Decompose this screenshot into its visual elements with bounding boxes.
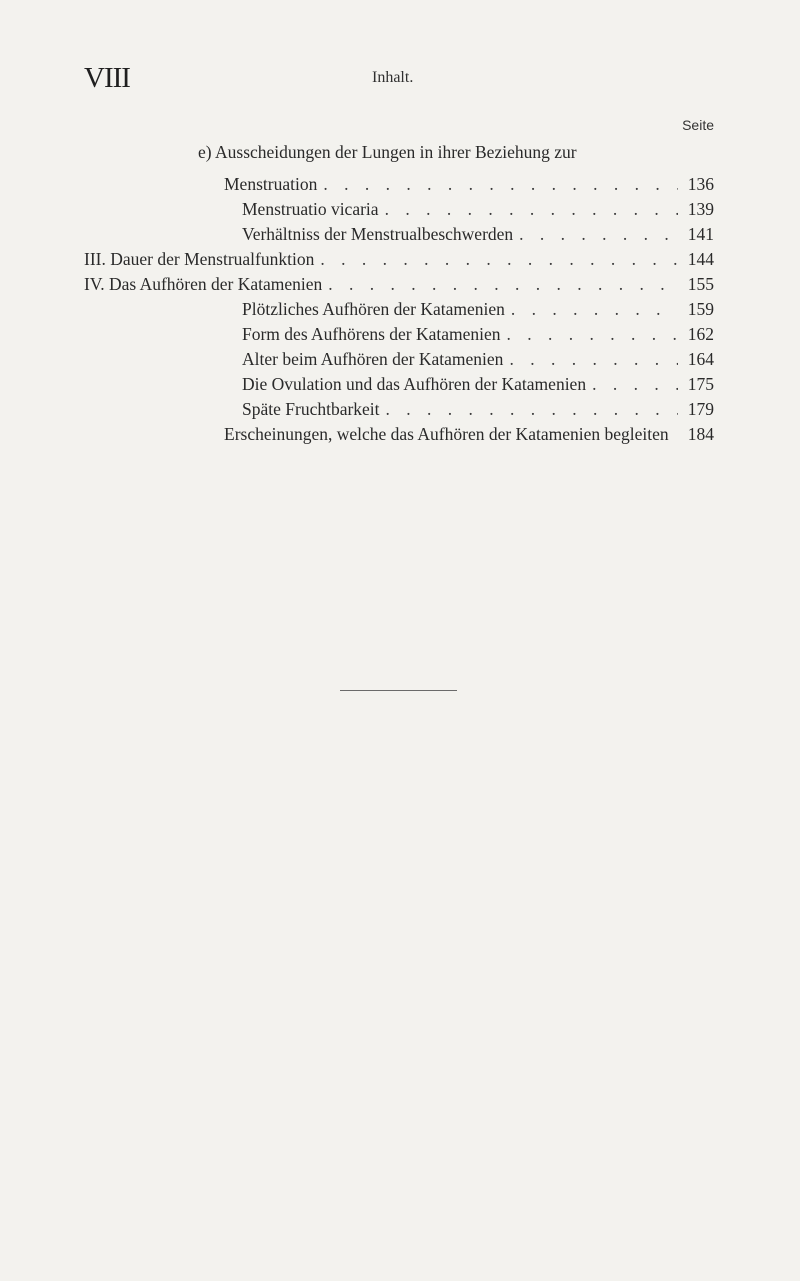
toc-entry-label: Verhältniss der Menstrualbeschwerden	[242, 224, 514, 244]
toc-entry	[242, 373, 714, 395]
toc-entry	[242, 348, 714, 370]
leader-dots	[513, 223, 678, 245]
toc-entry-label: e) Ausscheidungen der Lungen in ihrer Beziehung zur	[198, 142, 577, 162]
toc-entry	[242, 323, 714, 345]
toc-entry-label: Menstruatio vicaria	[242, 199, 379, 219]
toc-entry-label: Alter beim Aufhören der Katamenien	[242, 349, 504, 369]
toc-entry	[242, 223, 714, 245]
leader-dots	[586, 373, 678, 395]
toc-entry-page: 144	[687, 249, 714, 269]
toc-entry-page: 179	[687, 399, 714, 419]
toc-entry	[198, 141, 714, 163]
leader-dots	[379, 198, 678, 220]
toc-entry	[84, 248, 714, 270]
toc-entry-page: 175	[687, 374, 714, 394]
toc-entry	[242, 198, 714, 220]
leader-dots	[503, 348, 678, 370]
toc-entry-page: 184	[687, 424, 714, 444]
toc-entry-page: 141	[687, 224, 714, 244]
leader-dots	[317, 173, 678, 195]
toc-entry	[224, 423, 714, 445]
running-head: Inhalt.	[372, 69, 414, 86]
page-number: VIII	[84, 62, 130, 94]
toc-entry-label: Die Ovulation und das Aufhören der Katamenien	[242, 374, 587, 394]
section-divider	[340, 690, 457, 691]
toc-entry-page: 162	[687, 324, 714, 344]
leader-dots	[314, 248, 678, 270]
leader-dots	[501, 323, 678, 345]
toc-entry	[84, 273, 714, 295]
toc-entry-label: Form des Aufhörens der Katamenien	[242, 324, 501, 344]
toc-entry-page: 136	[687, 174, 714, 194]
toc-entry-page: 159	[687, 299, 714, 319]
leader-dots	[380, 398, 678, 420]
toc-entry-label: Erscheinungen, welche das Aufhören der Katamenien begleiten	[224, 424, 669, 444]
leader-dots	[322, 273, 678, 295]
toc-entry-page: 155	[687, 274, 714, 294]
toc-entry-page: 164	[687, 349, 714, 369]
toc-entry-label: Späte Fruchtbarkeit	[242, 399, 380, 419]
toc-entry	[242, 298, 714, 320]
toc-entry	[242, 398, 714, 420]
toc-entry-page: 139	[687, 199, 714, 219]
toc-entry	[224, 173, 714, 195]
leader-dots	[505, 298, 678, 320]
toc-entry-label: Menstruation	[224, 174, 318, 194]
page-column-label: Seite	[682, 117, 714, 133]
toc-entry-label: Plötzliches Aufhören der Katamenien	[242, 299, 505, 319]
toc-entry-label: III. Dauer der Menstrualfunktion	[84, 249, 315, 269]
toc-entry-label: IV. Das Aufhören der Katamenien	[84, 274, 323, 294]
